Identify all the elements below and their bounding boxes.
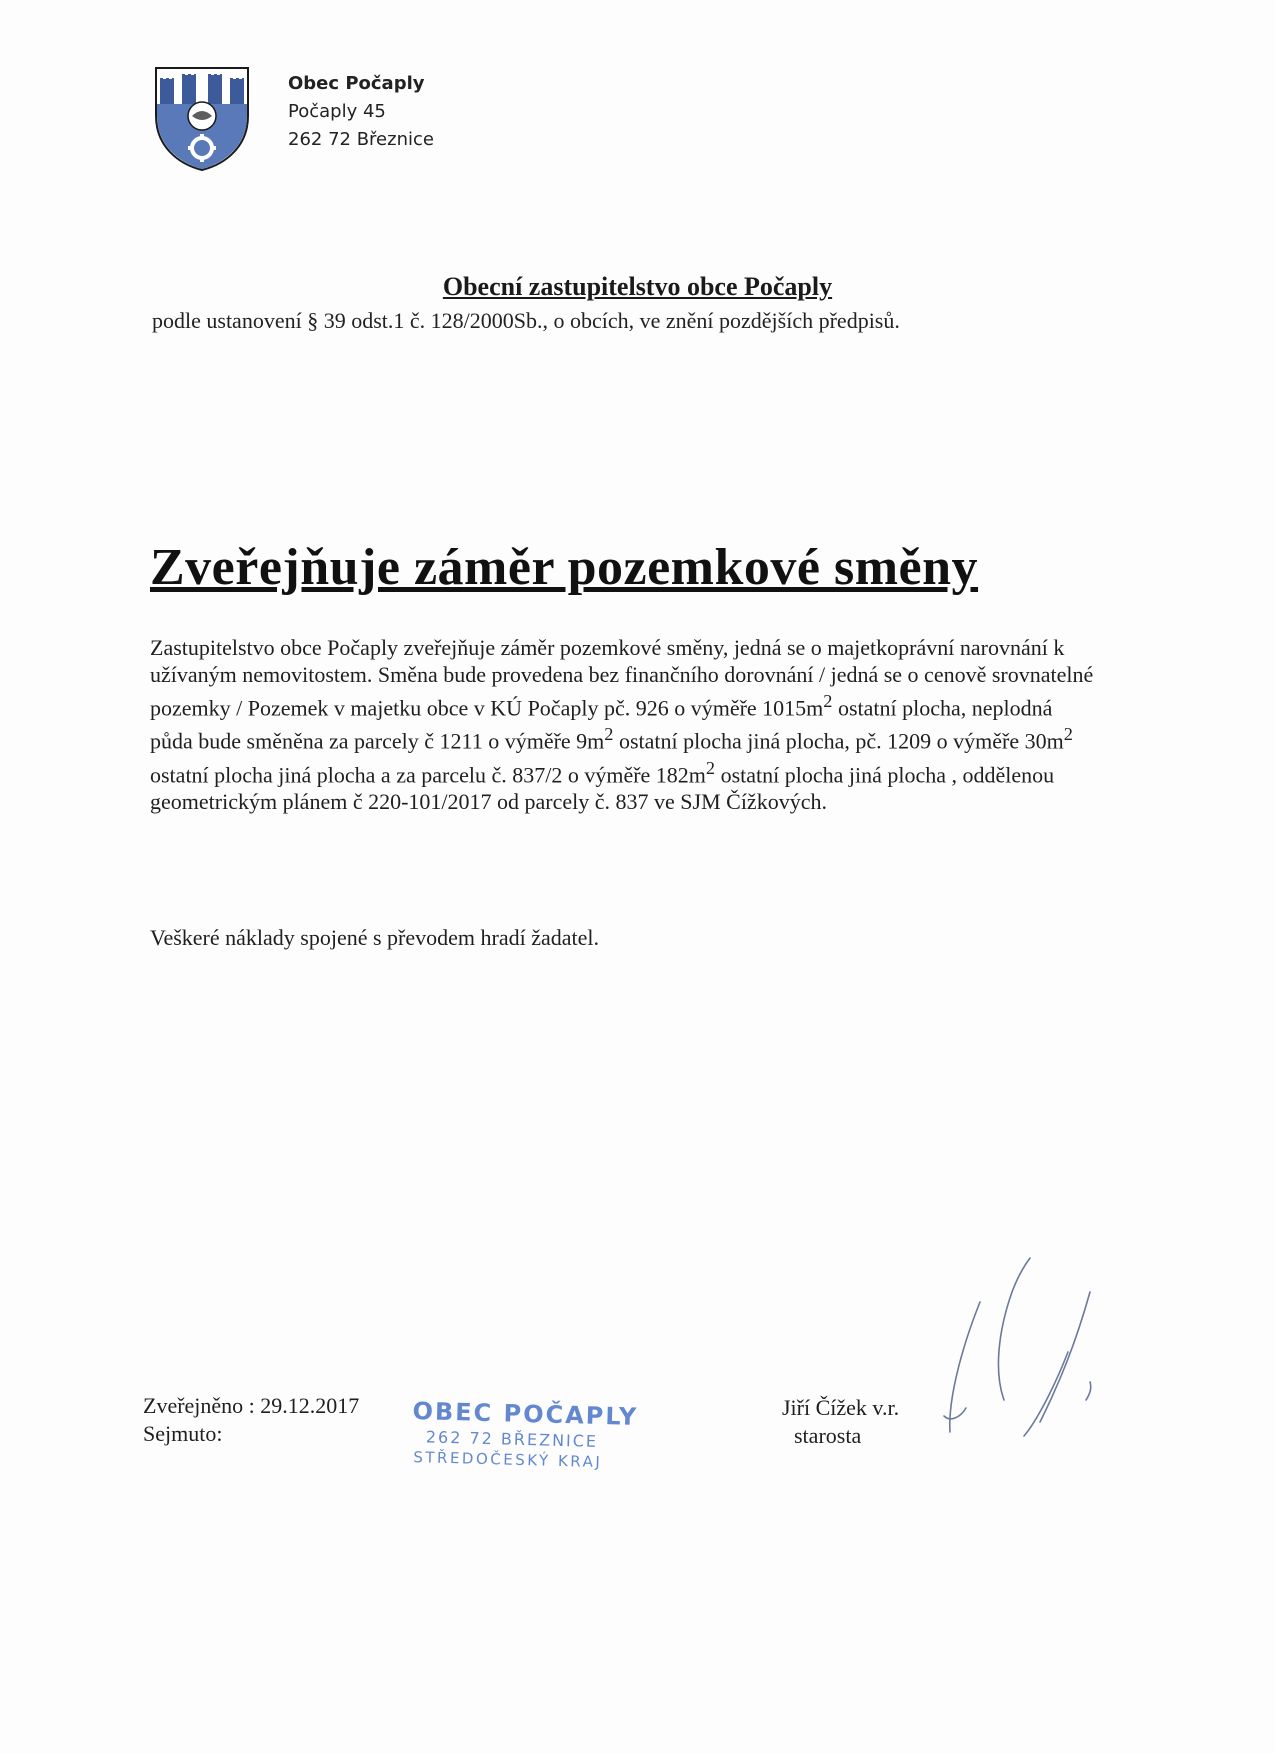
body-text-part: ostatní plocha jiná plocha , oddělenou geometrickým plánem č 220-101/2017 od parcely č. 837 ve SJM Čížkových. [150,761,1055,814]
costs-statement: Veškeré náklady spojené s převodem hradí žadatel. [150,925,599,950]
removed-row [143,1420,359,1448]
stamp-line-1: OBEC POČAPLY [412,1397,639,1431]
municipal-coat-of-arms-icon [152,64,252,174]
document-heading: Zveřejňuje záměr pozemkové směny [150,539,979,596]
handwritten-signature-icon [920,1232,1140,1452]
signatory-role: starosta [794,1423,862,1448]
legal-basis: podle ustanovení § 39 odst.1 č. 128/2000Sb., o obcích, ve znění pozdějších předpisů. [152,308,900,333]
removed-label: Sejmuto: [143,1421,223,1446]
body-text-part: ostatní plocha jiná plocha a za parcelu č. 837/2 o výměře 182m [150,761,706,787]
publication-dates [143,1392,359,1448]
body-text-part: ostatní plocha, neplodná půda bude směněna za parcely č 1211 o výměře 9m [150,695,1053,754]
superscript-area-unit: 2 [705,757,716,778]
official-stamp [411,1397,638,1472]
municipality-street: Počaply 45 [288,101,386,122]
municipality-address [288,64,434,154]
stamp-line-3: STŘEDOČESKÝ KRAJ [413,1448,603,1472]
body-text-part: Zastupitelstvo obce Počaply zveřejňuje záměr pozemkové směny, jedná se o majetkoprávní narovnání k užívaným nemovitostem. Směna bude provedena bez finančního dorovnání / jedná se o cenově srovnatelné pozemky / Pozemek v majetku obce v KÚ Počaply pč. 926 o výměře 1015m [150,635,1094,721]
stamp-line-2: 262 72 BŘEZNICE [425,1427,599,1451]
body-paragraph [150,634,1100,815]
published-date: 29.12.2017 [260,1393,360,1418]
published-row [143,1392,359,1420]
municipality-city: 262 72 Březnice [288,129,434,150]
superscript-area-unit: 2 [604,724,614,745]
letterhead [152,64,434,174]
signatory [782,1394,899,1450]
superscript-area-unit: 2 [823,691,833,711]
signatory-name: Jiří Čížek v.r. [782,1395,900,1420]
issuing-authority: Obecní zastupitelstvo obce Počaply [442,272,833,301]
body-text-part: ostatní plocha jiná plocha, pč. 1209 o výměře 30m [613,728,1064,754]
superscript-area-unit: 2 [1063,724,1073,745]
municipality-name: Obec Počaply [288,73,425,94]
published-label: Zveřejněno : [143,1393,261,1418]
